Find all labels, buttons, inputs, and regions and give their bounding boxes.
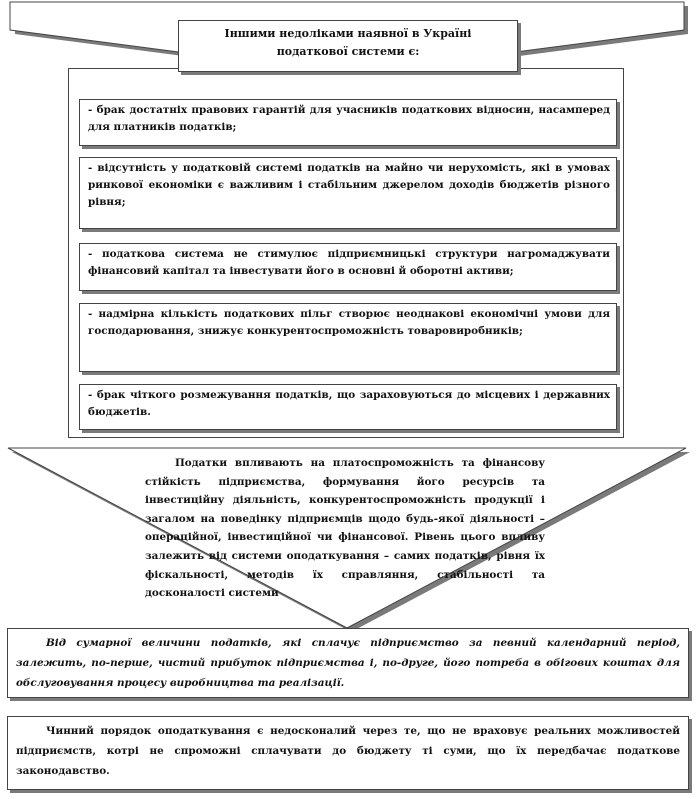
drawback-text: - брак чіткого розмежування податків, що зараховуються до місцевих і державних бюджетів. bbox=[88, 389, 610, 418]
drawback-text: - надмірна кількість податкових пільг створює неоднакові економічні умови для господарювання, знижує конкурентоспроможність товаровиробників; bbox=[88, 308, 610, 337]
drawback-text: - брак достатніх правових гарантій для учасників податкових відносин, насамперед для платників податків; bbox=[88, 104, 610, 133]
drawback-item-2 bbox=[79, 157, 617, 229]
drawback-text: - податкова система не стимулює підприємницькі структури нагромаджувати фінансовий капітал та інвестувати його в основні й оборотні активи; bbox=[88, 248, 610, 277]
drawback-item-3 bbox=[79, 243, 617, 291]
conclusion-text: Чинний порядок оподаткування є недосконалий через те, що не враховує реальних можливостей підприємств, котрі не спроможні сплачувати до бюджету ті суми, що їх передбачає податкове законодавство. bbox=[16, 725, 680, 777]
drawback-item-1 bbox=[79, 99, 617, 146]
conclusion-box bbox=[7, 716, 689, 790]
diagram-title: Іншими недоліками наявної в Україні податкової системи є: bbox=[224, 27, 472, 58]
drawback-text: - відсутність у податковій системі податків на майно чи нерухомість, які в умовах ринкової економіки є важливим і стабільним джерелом доходів бюджетів різного рівня; bbox=[88, 162, 610, 208]
title-box bbox=[178, 20, 518, 72]
profit-text: Від сумарної величини податків, які сплачує підприємство за певний календарний період, залежить, по-перше, чистий прибуток підприємства і, по-друге, його потреба в обігових коштах для обслуговування процесу виробництва та реалізації. bbox=[16, 637, 680, 689]
profit-box bbox=[7, 628, 689, 698]
drawback-item-4 bbox=[79, 303, 617, 372]
drawback-item-5 bbox=[79, 384, 617, 430]
influence-text: Податки впливають на платоспроможність та фінансову стійкість підприємства, формування його ресурсів та інвестиційну діяльність, конкурентоспроможність продукції і загалом на поведінку підприємців щодо будь-якої діяльності – операційної, інвестиційної чи фінансової. Рівень цього впливу залежить від системи оподаткування – самих податків, рівня їх фіскальності, методів їх справляння, стабільності та досконалості системи bbox=[145, 457, 545, 600]
